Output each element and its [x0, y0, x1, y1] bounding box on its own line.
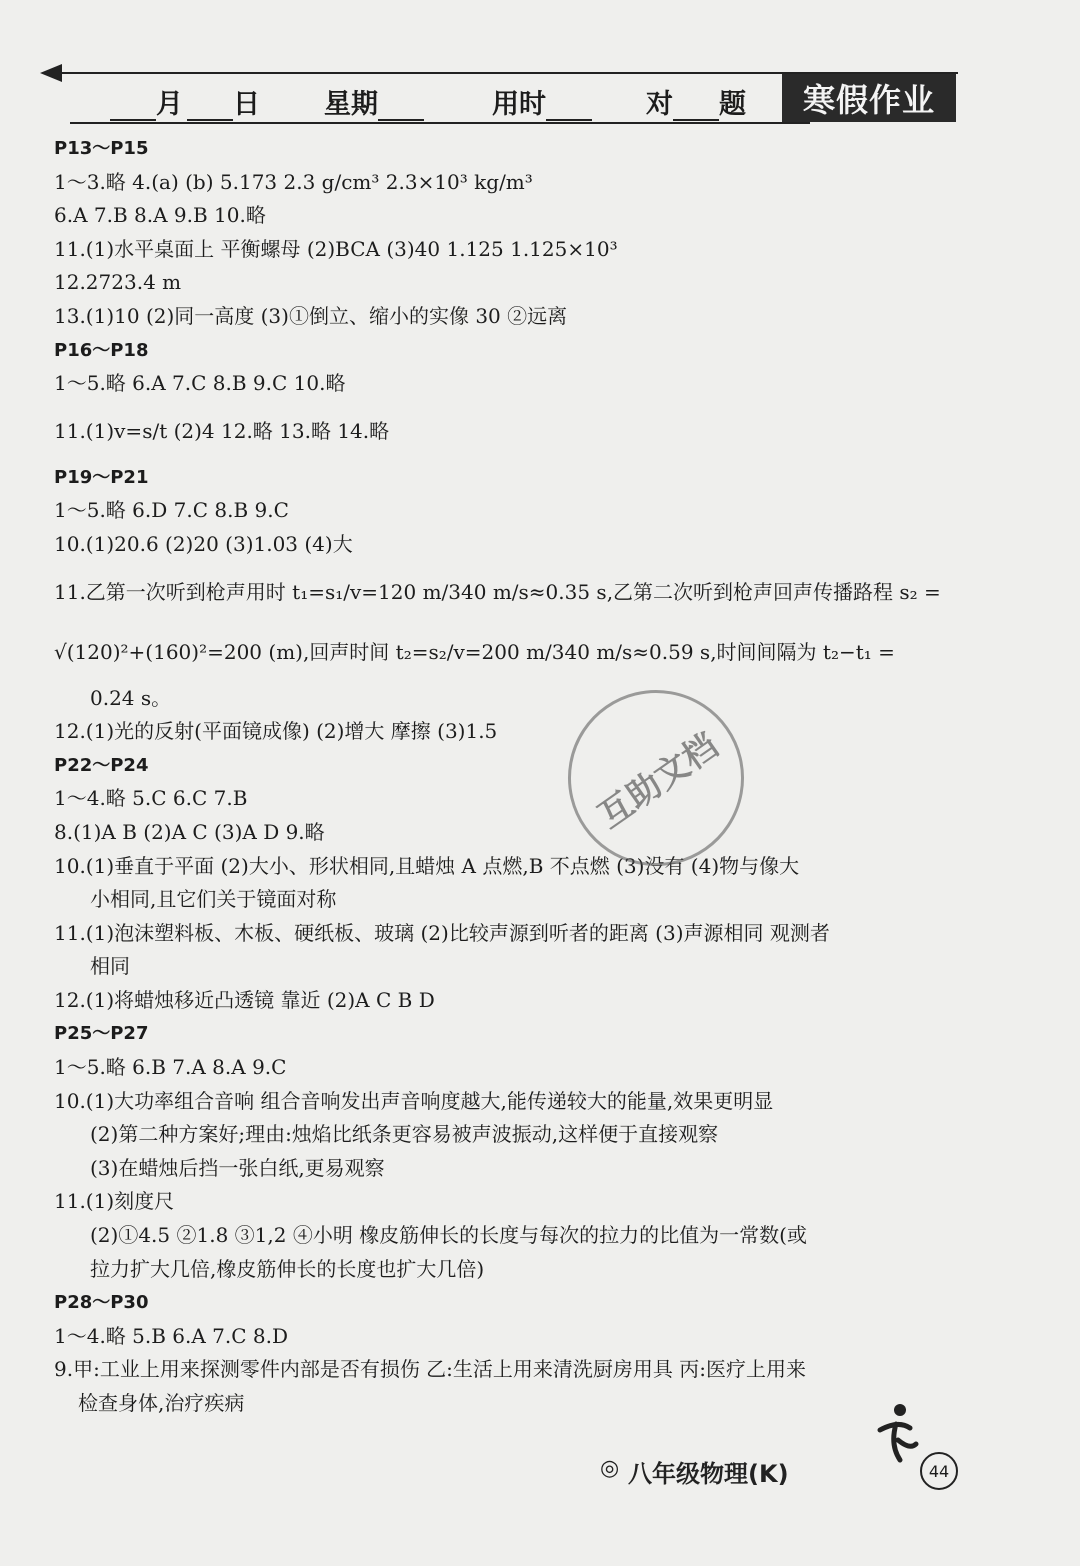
header-fields — [110, 82, 750, 121]
answer-line: 11.(1)v=s/t (2)4 12.略 13.略 14.略 — [54, 418, 390, 443]
watermark-stamp: 互助文档 — [533, 655, 778, 900]
answer-line: 0.24 s。 — [90, 685, 172, 710]
answer-line: 12.(1)将蜡烛移近凸透镜 靠近 (2)A C B D — [54, 987, 435, 1012]
subject-label: 八年级物理(K) — [628, 1460, 789, 1488]
section-heading: P22～P24 — [54, 754, 149, 776]
answer-line: 11.(1)刻度尺 — [54, 1189, 175, 1214]
answer-line: 12.(1)光的反射(平面镜成像) (2)增大 摩擦 (3)1.5 — [54, 719, 498, 744]
answer-line: 10.(1)垂直于平面 (2)大小、形状相同,且蜡烛 A 点燃,B 不点燃 (3)没有 (4)物与像大 — [54, 853, 800, 878]
answer-line: 11.(1)水平桌面上 平衡螺母 (2)BCA (3)40 1.125 1.125×10³ — [54, 236, 618, 261]
section-heading: P25～P27 — [54, 1023, 149, 1045]
answer-line: 1～3.略 4.(a) (b) 5.173 2.3 g/cm³ 2.3×10³ kg/m³ — [54, 169, 533, 194]
answer-line: 13.(1)10 (2)同一高度 (3)①倒立、缩小的实像 30 ②远离 — [54, 303, 568, 328]
time-field: 用时 — [492, 82, 592, 121]
answer-line: 11.乙第一次听到枪声用时 t₁=s₁/v=120 m/340 m/s≈0.35 s,乙第二次听到枪声回声传播路程 s₂ = — [54, 579, 941, 604]
answer-line: 小相同,且它们关于镜面对称 — [90, 887, 337, 912]
answer-line: 检查身体,治疗疾病 — [78, 1391, 245, 1415]
answer-line: (2)①4.5 ②1.8 ③1,2 ④小明 橡皮筋伸长的长度与每次的拉力的比值为一常数(或 — [90, 1223, 807, 1248]
answer-line: 8.(1)A B (2)A C (3)A D 9.略 — [54, 819, 325, 844]
answer-line: 1～5.略 6.B 7.A 8.A 9.C — [54, 1055, 287, 1080]
answer-line: 10.(1)大功率组合音响 组合音响发出声音响度越大,能传递较大的能量,效果更明显 — [54, 1088, 774, 1113]
page-number: 44 — [920, 1452, 958, 1490]
header-rule-bottom — [70, 122, 810, 124]
answer-line: 1～5.略 6.A 7.C 8.B 9.C 10.略 — [54, 371, 346, 396]
answer-line: √(120)²+(160)²=200 (m),回声时间 t₂=s₂/v=200 m/340 m/s≈0.59 s,时间间隔为 t₂−t₁ = — [54, 639, 895, 664]
homework-title: 寒假作业 — [782, 74, 956, 122]
weekday-field: 星期 — [324, 82, 424, 121]
answer-line: 12.2723.4 m — [54, 270, 182, 295]
day-field: 日 — [187, 82, 260, 121]
answer-content — [54, 132, 964, 1421]
section-heading: P13～P15 — [54, 138, 149, 159]
answer-line: 相同 — [90, 954, 130, 979]
section-heading: P19～P21 — [54, 466, 149, 488]
answer-line: (3)在蜡烛后挡一张白纸,更易观察 — [90, 1155, 385, 1180]
answer-line: 9.甲:工业上用来探测零件内部是否有损伤 乙:生活上用来清洗厨房用具 丙:医疗上用来 — [54, 1357, 807, 1382]
spiral-icon: ◎ — [600, 1456, 620, 1481]
section-heading: P16～P18 — [54, 339, 149, 361]
answer-line: (2)第二种方案好;理由:烛焰比纸条更容易被声波振动,这样便于直接观察 — [90, 1122, 719, 1147]
page-footer — [600, 1448, 900, 1488]
answer-line: 10.(1)20.6 (2)20 (3)1.03 (4)大 — [54, 531, 353, 556]
answer-line: 1～4.略 5.B 6.A 7.C 8.D — [54, 1323, 289, 1348]
answer-line: 1～4.略 5.C 6.C 7.B — [54, 786, 248, 811]
answer-line: 6.A 7.B 8.A 9.B 10.略 — [54, 203, 266, 228]
answer-line: 拉力扩大几倍,橡皮筋伸长的长度也扩大几倍) — [90, 1256, 485, 1281]
month-field: 月 — [110, 82, 183, 121]
answer-line: 1～5.略 6.D 7.C 8.B 9.C — [54, 498, 289, 523]
score-field: 对 题 — [646, 89, 746, 120]
runner-icon — [870, 1400, 920, 1470]
section-heading: P28～P30 — [54, 1292, 149, 1314]
answer-line: 11.(1)泡沫塑料板、木板、硬纸板、玻璃 (2)比较声源到听者的距离 (3)声源相同 观测者 — [54, 920, 830, 945]
